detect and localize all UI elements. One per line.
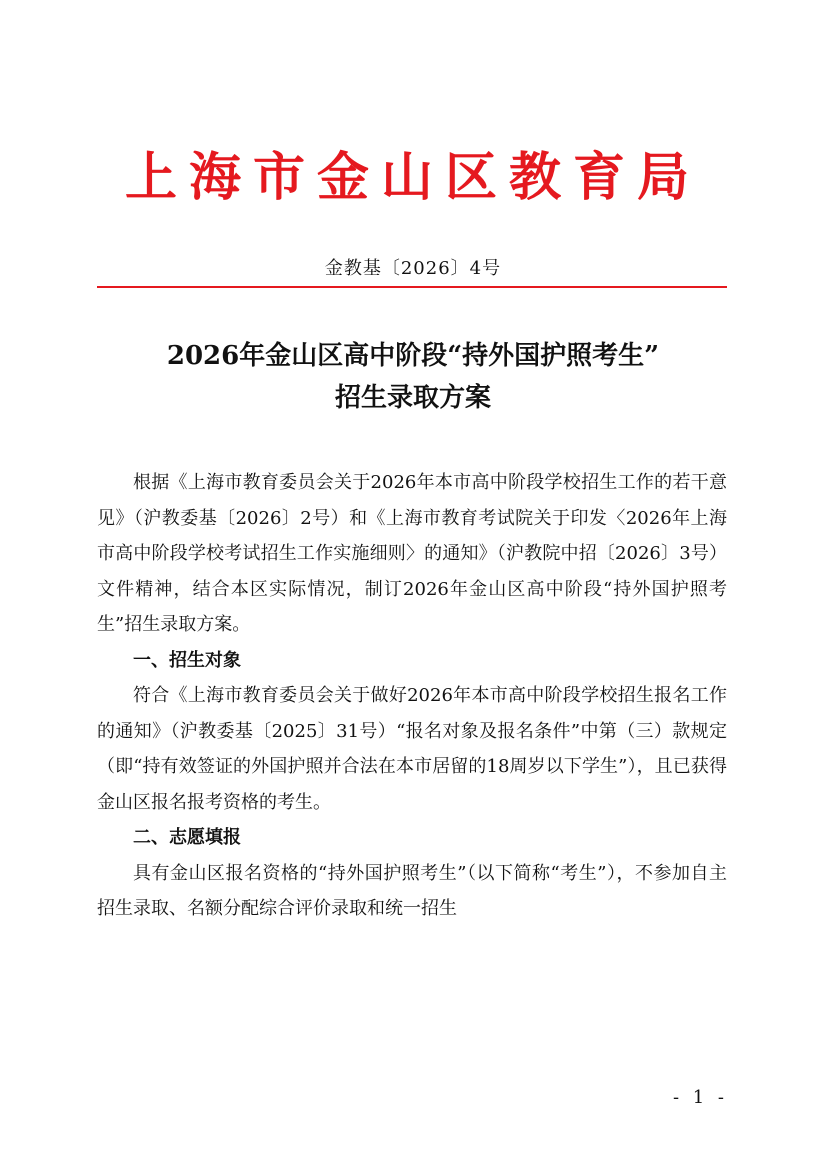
intro-paragraph: 根据《上海市教育委员会关于2026年本市高中阶段学校招生工作的若干意见》（沪教委基〔2026〕2号）和《上海市教育考试院关于印发〈2026年上海市高中阶段学校考试招生工作实施细则〉的通知》（沪教院中招〔2026〕3号）文件精神，结合本区实际情况，制订2026年金山区高中阶段“持外国护照考生”招生录取方案。 — [97, 472, 727, 635]
title-line-1: 2026年金山区高中阶段“持外国护照考生” — [166, 341, 660, 371]
issuer-header: 上海市金山区教育局 — [124, 147, 701, 208]
document-title — [0, 335, 826, 419]
document-body — [97, 465, 727, 927]
section-2-paragraph: 具有金山区报名资格的“持外国护照考生”（以下简称“考生”），不参加自主招生录取、名额分配综合评价录取和统一招生 — [97, 862, 727, 919]
title-line-2: 招生录取方案 — [334, 383, 491, 413]
red-divider — [97, 286, 727, 288]
section-2-heading: 二、志愿填报 — [133, 827, 241, 848]
section-1-heading: 一、招生对象 — [133, 649, 241, 671]
page-number: - 1 - — [672, 1087, 728, 1108]
document-number: 金教基〔2026〕4号 — [324, 258, 502, 279]
section-1-paragraph: 符合《上海市教育委员会关于做好2026年本市高中阶段学校招生报名工作的通知》（沪教委基〔2025〕31号）“报名对象及报名条件”中第（三）款规定（即“持有效签证的外国护照并合法在本市居留的18周岁以下学生”），且已获得金山区报名报考资格的考生。 — [97, 685, 727, 813]
